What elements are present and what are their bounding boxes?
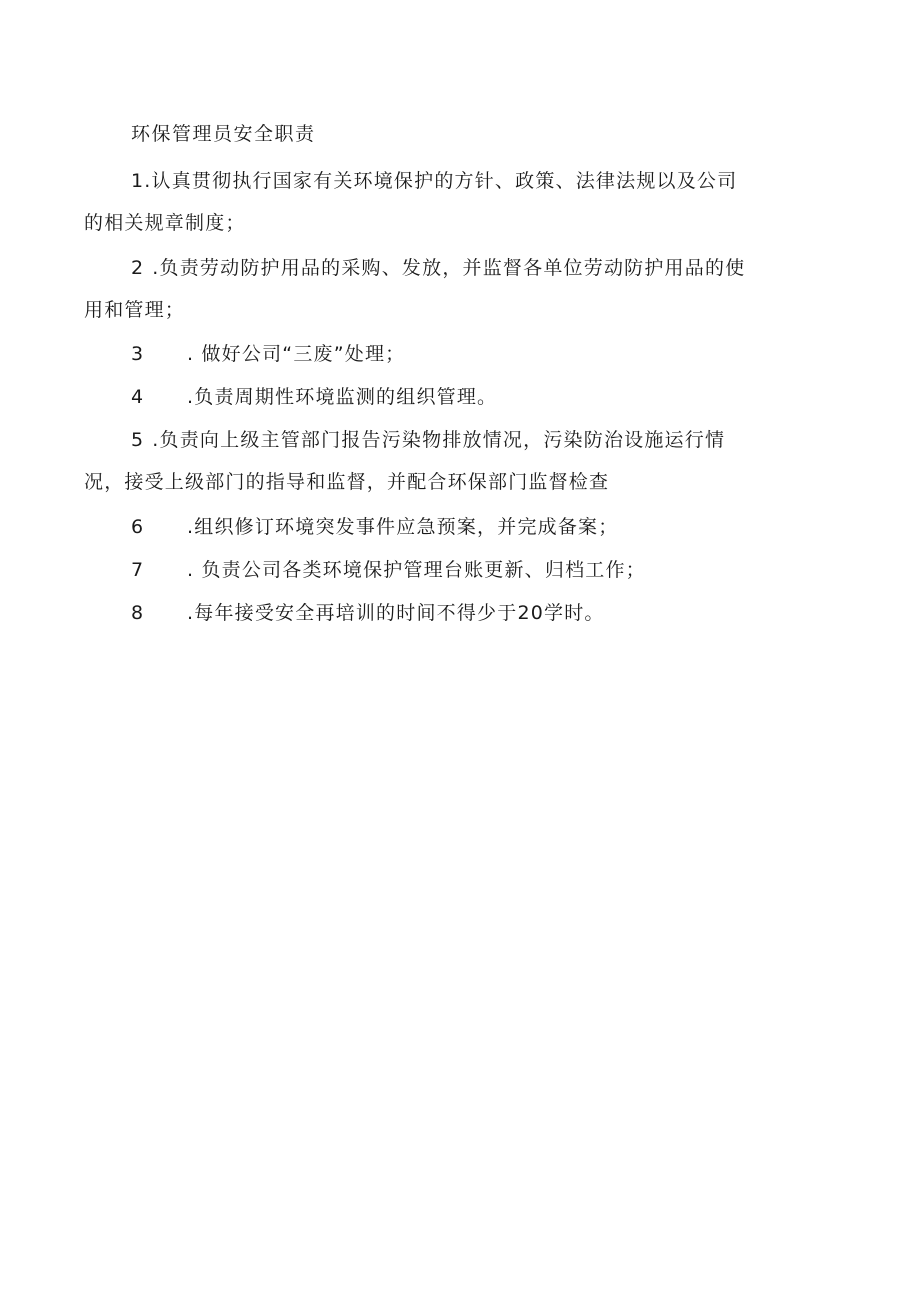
item-text: .负责周期性环境监测的组织管理。 xyxy=(187,386,498,408)
item-text: . 做好公司“三废”处理； xyxy=(187,343,406,365)
item-text: .组织修订环境突发事件应急预案，并完成备案； xyxy=(187,516,619,538)
item-number: 2 xyxy=(131,257,145,279)
item-text: 认真贯彻执行国家有关环境保护的方针、政策、法律法规以及公司 xyxy=(151,170,738,192)
item-number: 5 xyxy=(131,429,145,451)
list-item-2 xyxy=(131,253,745,283)
list-item-6 xyxy=(131,512,618,542)
item-number: 3 xyxy=(131,343,145,365)
list-item-1 xyxy=(131,166,737,196)
item-number: 6 xyxy=(131,516,145,538)
list-item-1-continuation: 的相关规章制度； xyxy=(84,212,246,234)
item-number: 4 xyxy=(131,386,145,408)
item-number: 1. xyxy=(131,170,152,192)
item-text: .每年接受安全再培训的时间不得少于20学时。 xyxy=(187,602,605,624)
item-text: . 负责公司各类环境保护管理台账更新、归档工作； xyxy=(187,559,646,581)
document-title: 环保管理员安全职责 xyxy=(131,123,316,145)
list-item-5-continuation: 况，接受上级部门的指导和监督，并配合环保部门监督检查 xyxy=(84,471,610,493)
list-item-2-continuation: 用和管理； xyxy=(84,299,186,321)
list-item-7 xyxy=(131,555,646,585)
list-item-8 xyxy=(131,598,605,628)
list-item-4 xyxy=(131,382,497,412)
item-number: 8 xyxy=(131,602,145,624)
list-item-5 xyxy=(131,425,725,455)
list-item-3 xyxy=(131,339,405,369)
item-text: .负责向上级主管部门报告污染物排放情况，污染防治设施运行情 xyxy=(152,429,726,451)
item-text: .负责劳动防护用品的采购、发放，并监督各单位劳动防护用品的使 xyxy=(152,257,746,279)
item-number: 7 xyxy=(131,559,145,581)
